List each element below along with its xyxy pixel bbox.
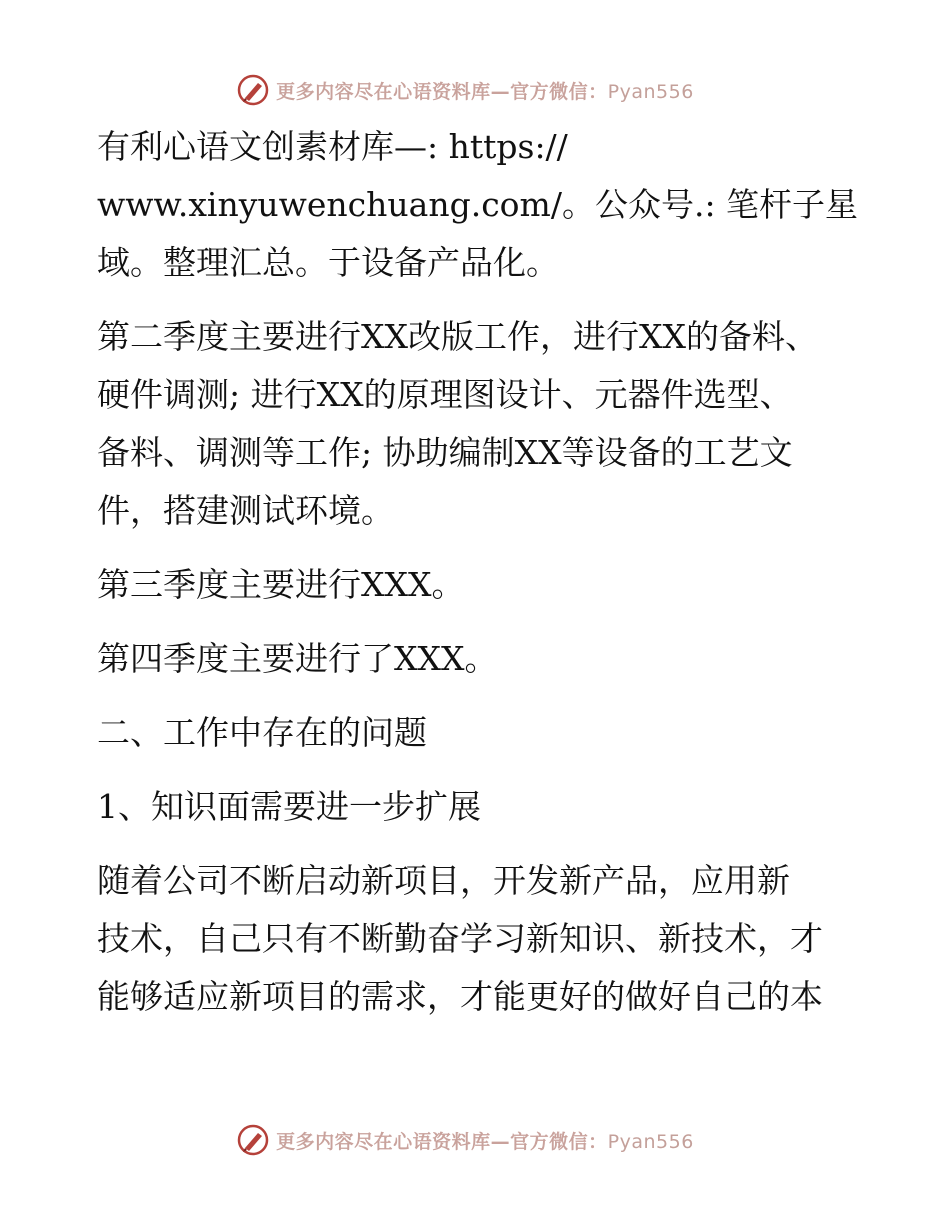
text-line: 技术，自己只有不断勤奋学习新知识、新技术，才 — [97, 919, 823, 958]
paragraph-q3 — [97, 556, 857, 614]
text-line: 第二季度主要进行XX改版工作，进行XX的备料、 — [97, 317, 818, 356]
header-banner-text — [276, 77, 694, 104]
paragraph-source-note — [97, 118, 857, 292]
text-line: 第三季度主要进行XXX。 — [97, 565, 465, 604]
text-line: 域。整理汇总。于设备产品化。 — [97, 243, 559, 282]
footer-banner-text — [276, 1127, 694, 1154]
pen-logo-icon — [236, 1123, 270, 1157]
footer-banner-wechat: Pyan556 — [607, 1130, 694, 1153]
text-line: 随着公司不断启动新项目，开发新产品，应用新 — [97, 861, 790, 900]
header-banner-label: 更多内容尽在心语资料库—官方微信： — [276, 80, 608, 103]
header-banner-inner — [236, 73, 694, 107]
header-banner-wechat: Pyan556 — [607, 80, 694, 103]
footer-banner — [0, 1120, 950, 1160]
text-line: 有利心语文创素材库—: https:// — [97, 127, 568, 166]
text-line: 能够适应新项目的需求，才能更好的做好自己的本 — [97, 977, 823, 1016]
text-line: 第四季度主要进行了XXX。 — [97, 639, 498, 678]
paragraph-learning — [97, 852, 857, 1026]
text-line: 硬件调测; 进行XX的原理图设计、元器件选型、 — [97, 375, 793, 414]
footer-banner-label: 更多内容尽在心语资料库—官方微信： — [276, 1130, 608, 1153]
paragraph-q4 — [97, 630, 857, 688]
paragraph-q2 — [97, 308, 857, 540]
section-heading-problems — [97, 704, 857, 762]
footer-banner-inner — [236, 1123, 694, 1157]
document-body — [97, 118, 857, 1042]
header-banner — [0, 70, 950, 110]
text-line: 1、知识面需要进一步扩展 — [97, 787, 481, 826]
subheading-knowledge — [97, 778, 857, 836]
pen-logo-icon — [236, 73, 270, 107]
text-line: www.xinyuwenchuang.com/。公众号.: 笔杆子星 — [97, 185, 859, 224]
text-line: 二、工作中存在的问题 — [97, 713, 427, 752]
text-line: 件，搭建测试环境。 — [97, 491, 394, 530]
text-line: 备料、调测等工作; 协助编制XX等设备的工艺文 — [97, 433, 793, 472]
